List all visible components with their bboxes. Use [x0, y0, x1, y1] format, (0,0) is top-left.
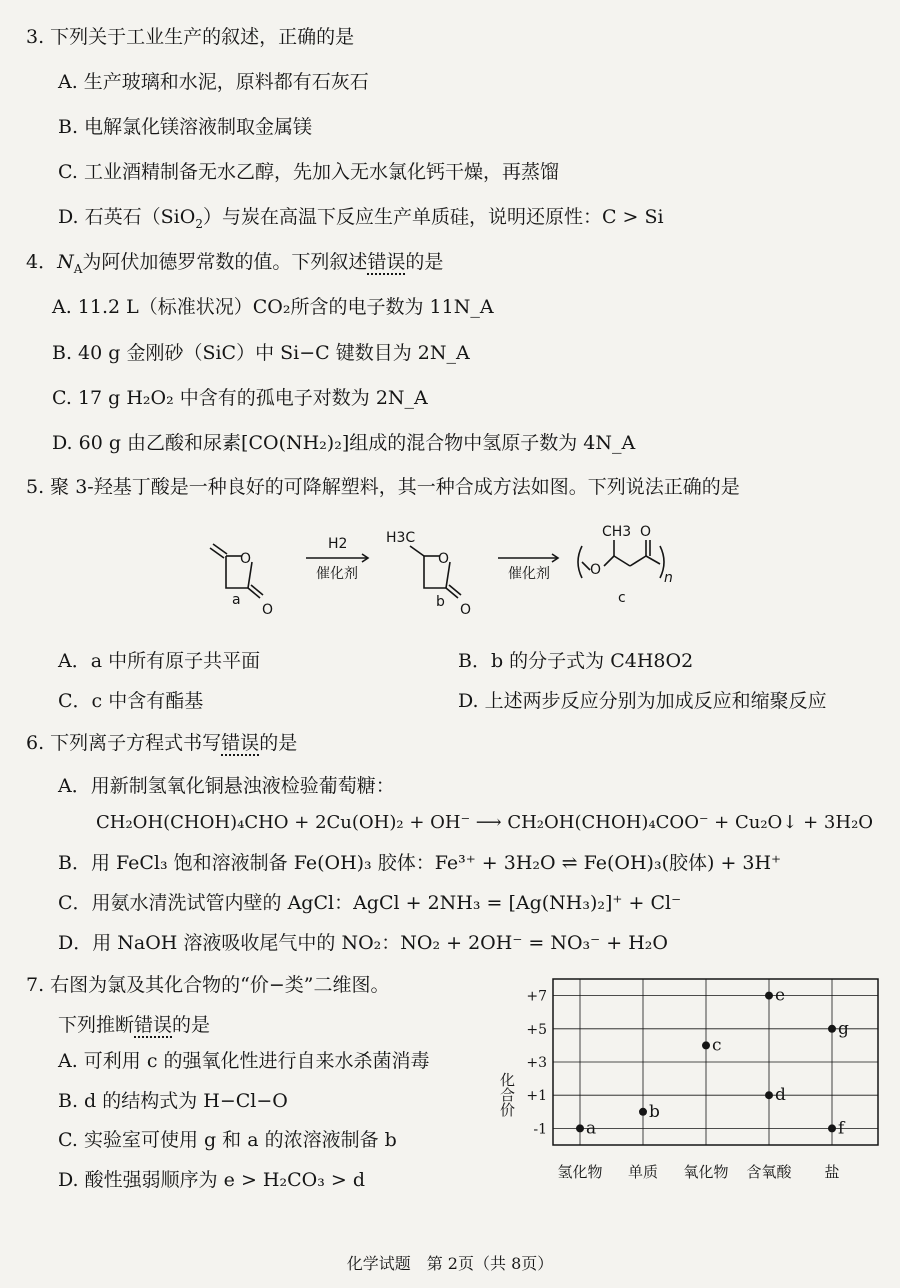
q4-option-a: A. 11.2 L（标准状况）CO₂所含的电子数为 11N_A: [52, 296, 494, 318]
q6-stem: 6. 下列离子方程式书写错误的是: [26, 732, 298, 754]
chart-y-tick: +5: [526, 1021, 547, 1038]
valence-class-chart: [495, 972, 890, 1190]
chart-y-label: 化合价: [498, 1072, 516, 1117]
chart-point-label-c: c: [712, 1035, 722, 1056]
chart-point-e: [765, 992, 773, 1000]
chart-y-tick: +1: [526, 1088, 547, 1105]
q7-option-c: C. 实验室可使用 g 和 a 的浓溶液制备 b: [58, 1129, 397, 1151]
reagent-h2-label: H2: [328, 536, 348, 552]
q5-option-c: C．c 中含有酯基: [58, 690, 204, 712]
carbonyl-oxygen-b: O: [460, 602, 472, 618]
chart-point-a: [576, 1124, 584, 1132]
ring-oxygen-b: O: [438, 551, 450, 567]
carbonyl-oxygen-a: O: [262, 602, 274, 618]
chart-point-label-e: e: [775, 985, 786, 1006]
q5-option-b: B．b 的分子式为 C4H8O2: [458, 650, 694, 672]
q7-stem: 7. 右图为氯及其化合物的“价−类”二维图。: [26, 974, 390, 996]
b-methyl-label: H3C: [386, 530, 416, 546]
q7-substem: 下列推断错误的是: [58, 1014, 211, 1036]
q5-reaction-scheme: [190, 518, 710, 618]
chart-point-b: [639, 1108, 647, 1116]
q4-option-b: B. 40 g 金刚砂（SiC）中 Si−C 键数目为 2N_A: [52, 342, 470, 364]
chart-y-tick: +7: [526, 988, 547, 1005]
molecule-a-label: a: [232, 592, 241, 608]
q4-stem: 4．$N_A$为阿伏加德罗常数的值。下列叙述错误的是: [26, 251, 444, 276]
q7-option-d: D. 酸性强弱顺序为 e > H₂CO₃ > d: [58, 1169, 365, 1191]
repeat-n-label: n: [664, 570, 673, 586]
q6-option-c: C．用氨水清洗试管内壁的 AgCl：AgCl + 2NH₃ = [Ag(NH₃)₂]⁺ + Cl⁻: [58, 892, 682, 914]
q3-stem: 3. 下列关于工业生产的叙述，正确的是: [26, 26, 355, 48]
chart-point-label-g: g: [838, 1018, 849, 1039]
chart-point-label-f: f: [838, 1118, 845, 1139]
chart-point-g: [828, 1025, 836, 1033]
chain-oxygen-c: O: [590, 562, 602, 578]
q6-option-d: D．用 NaOH 溶液吸收尾气中的 NO₂：NO₂ + 2OH⁻ = NO₃⁻ + H₂O: [58, 932, 668, 954]
q4-option-c: C. 17 g H₂O₂ 中含有的孤电子对数为 2N_A: [52, 387, 428, 409]
q7-option-a: A. 可利用 c 的强氧化性进行自来水杀菌消毒: [58, 1050, 430, 1072]
chart-x-tick: 单质: [627, 1163, 659, 1181]
page-footer: 化学试题 第 2页（共 8页）: [346, 1254, 554, 1273]
chart-x-tick: 盐: [824, 1163, 840, 1181]
q3-option-d: D. 石英石（SiO$_2$）与炭在高温下反应生产单质硅，说明还原性：C > Si: [58, 206, 664, 231]
q6-option-a-equation: CH₂OH(CHOH)₄CHO + 2Cu(OH)₂ + OH⁻ ⟶ CH₂OH(CHOH)₄COO⁻ + Cu₂O↓ + 3H₂O: [96, 812, 874, 833]
molecule-c-label: c: [618, 590, 626, 606]
q3-option-c: C. 工业酒精制备无水乙醇，先加入无水氯化钙干燥，再蒸馏: [58, 161, 559, 183]
chart-point-f: [828, 1124, 836, 1132]
catalyst-label-2: 催化剂: [508, 566, 550, 582]
chart-point-d: [765, 1091, 773, 1099]
c-methyl-label: CH3: [602, 524, 632, 540]
q5-option-a: A．a 中所有原子共平面: [58, 650, 261, 672]
chart-x-tick: 氧化物: [683, 1163, 729, 1181]
chart-point-c: [702, 1041, 710, 1049]
chart-x-tick: 氢化物: [557, 1163, 603, 1181]
q6-option-a: A．用新制氢氧化铜悬浊液检验葡萄糖：: [58, 775, 395, 797]
q6-option-b: B．用 FeCl₃ 饱和溶液制备 Fe(OH)₃ 胶体：Fe³⁺ + 3H₂O ⇌ Fe(OH)₃(胶体) + 3H⁺: [58, 852, 782, 874]
q5-option-d: D. 上述两步反应分别为加成反应和缩聚反应: [458, 690, 827, 712]
catalyst-label-1: 催化剂: [316, 566, 358, 582]
carbonyl-oxygen-c: O: [640, 524, 652, 540]
chart-y-tick: +3: [526, 1055, 547, 1071]
chart-point-label-a: a: [586, 1118, 597, 1139]
q3-option-b: B. 电解氯化镁溶液制取金属镁: [58, 116, 313, 138]
chart-point-label-b: b: [649, 1101, 660, 1122]
ring-oxygen-a: O: [240, 551, 252, 567]
chart-point-label-d: d: [775, 1085, 786, 1106]
molecule-b-label: b: [436, 594, 445, 610]
q4-option-d: D. 60 g 由乙酸和尿素[CO(NH₂)₂]组成的混合物中氢原子数为 4N_A: [52, 432, 636, 454]
q3-option-a: A. 生产玻璃和水泥，原料都有石灰石: [58, 71, 369, 93]
chart-y-tick: -1: [533, 1121, 547, 1138]
q7-option-b: B. d 的结构式为 H−Cl−O: [58, 1090, 288, 1112]
chart-x-tick: 含氧酸: [746, 1163, 792, 1181]
q5-stem: 5. 聚 3-羟基丁酸是一种良好的可降解塑料，其一种合成方法如图。下列说法正确的是: [26, 476, 740, 498]
